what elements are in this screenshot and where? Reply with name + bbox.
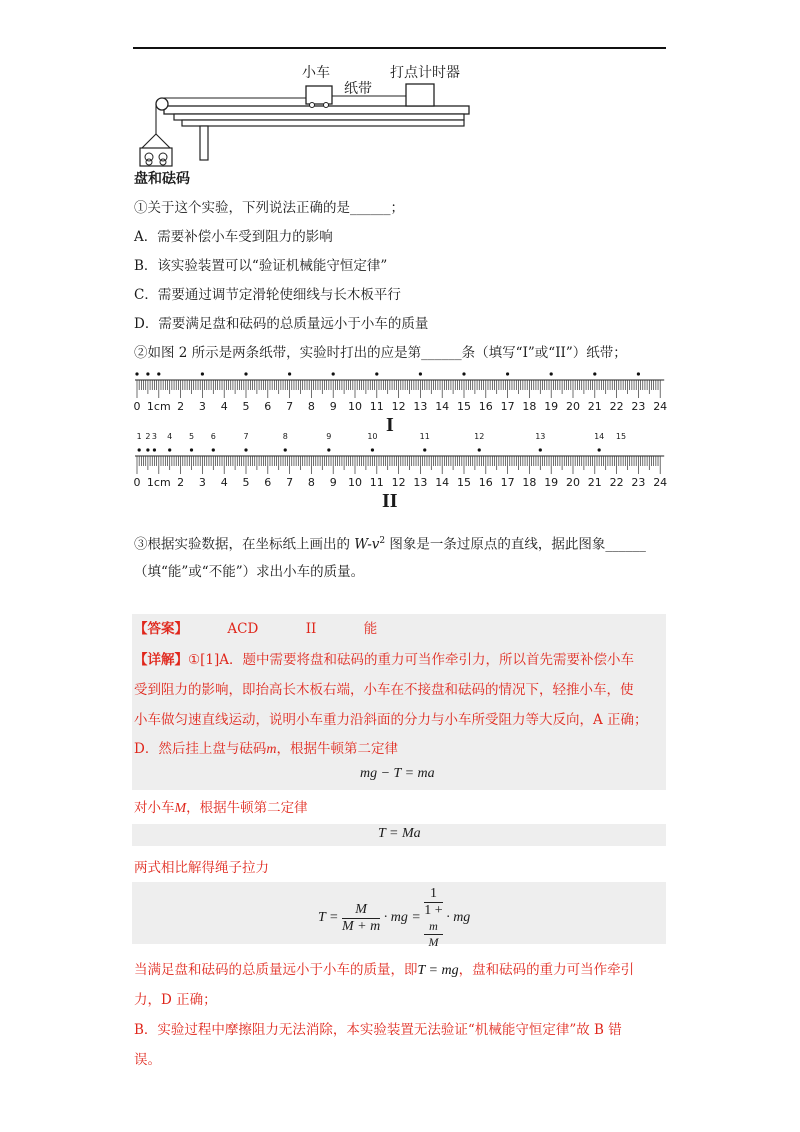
tape-dot-label: 8 [282, 432, 288, 441]
pulley-icon [156, 98, 168, 110]
ruler-label: 17 [500, 400, 515, 413]
ruler-label: 22 [609, 400, 624, 413]
detail-p2: 受到阻力的影响，即抬高长木板右端，小车在不接盘和砝码的情况下，轻推小车，使 [134, 682, 634, 698]
tape-1-name: I [386, 414, 394, 436]
ruler-label: 10 [348, 476, 362, 489]
question-1: ①关于这个实验，下列说法正确的是______； [134, 200, 404, 216]
tape-dot [153, 448, 156, 451]
table-leg [200, 126, 208, 160]
q3-post: 图象是一条过原点的直线，据此图象______ [385, 536, 646, 553]
tape-dot [637, 372, 640, 375]
long-board [164, 106, 469, 114]
ruler-label: 9 [329, 400, 337, 413]
ruler-label: 16 [478, 400, 493, 413]
equation-1: mg − T = ma [360, 766, 435, 781]
ruler-label: 19 [544, 476, 559, 489]
detail-p4-post: ，根据牛顿第二定律 [276, 741, 398, 757]
label-timer: 打点计时器 [390, 65, 460, 81]
ruler-label: 11 [369, 476, 384, 489]
frac-1-over-1plusmM: 1 1 + m M [424, 886, 443, 949]
tape-dot [146, 372, 149, 375]
ruler-label: 9 [329, 476, 337, 489]
tape-dot [327, 448, 330, 451]
tape-dot-label: 6 [210, 432, 216, 441]
tape-dot-label: 9 [326, 432, 332, 441]
ruler-label: 23 [631, 400, 646, 413]
detail-p5-text: 对小车 [134, 800, 175, 816]
ruler-label: 23 [631, 476, 646, 489]
tape-dot [371, 448, 374, 451]
detail-p8: 力，D 正确； [134, 992, 217, 1008]
answer-1: ACD [227, 621, 259, 637]
ruler-label: 17 [500, 476, 515, 489]
ruler-label: 22 [609, 476, 624, 489]
ruler-label: 3 [198, 400, 206, 413]
ruler-label: 7 [286, 476, 294, 489]
tape-dot-label: 2 [145, 432, 151, 441]
tape-dot-label: 1 [136, 432, 142, 441]
tape-dot [168, 448, 171, 451]
ruler-label: 2 [177, 476, 185, 489]
ruler-label: 4 [220, 476, 228, 489]
q3-pre: ③根据实验数据，在坐标纸上画出的 [134, 536, 355, 553]
answer-line [134, 619, 377, 639]
answer-3: 能 [363, 621, 378, 637]
tape-dot [423, 448, 426, 451]
detail-p5-post: ，根据牛顿第二定律 [186, 800, 308, 816]
ruler-label: 5 [242, 400, 250, 413]
frac-m-over-mplusm: $\frac{M}{M + m}$ [341, 901, 381, 934]
q3-sup: 2 [379, 536, 386, 546]
ruler-label: 11 [369, 400, 384, 413]
tape-dot-label: 3 [151, 432, 157, 441]
equation-3: T = $\frac{M}{M + m}$ · mg = 1 1 + m M · mg [318, 886, 471, 949]
tape-dot [146, 448, 149, 451]
ruler-label: 12 [391, 476, 406, 489]
tape-dot [462, 372, 465, 375]
detail-p5-M: M [174, 801, 187, 816]
tape-2 [134, 432, 694, 492]
tape-dot-label: 10 [367, 432, 378, 441]
ruler-label: 0 [133, 476, 141, 489]
tape-dot [157, 372, 160, 375]
tape-dot-label: 13 [535, 432, 546, 441]
tape-2-name: II [382, 490, 398, 512]
detail-p4-m: m [266, 742, 277, 757]
label-car: 小车 [302, 65, 330, 81]
ruler-label: 15 [457, 476, 471, 489]
ruler-label: 21 [587, 476, 602, 489]
ruler-label: 3 [198, 476, 206, 489]
tape-dot [506, 372, 509, 375]
detail-p3: 小车做匀速直线运动，说明小车重力沿斜面的分力与小车所受阻力等大反向，A 正确； [134, 712, 648, 728]
tape-dot-label: 12 [474, 432, 485, 441]
detail-p10: 误。 [134, 1052, 161, 1068]
tape-dot [375, 372, 378, 375]
tape-dot [332, 372, 335, 375]
detail-p9: B．实验过程中摩擦阻力无法消除，本实验装置无法验证“机械能守恒定律”故 B 错 [134, 1022, 622, 1038]
ruler-label: 19 [544, 400, 559, 413]
detail-p4-text: D．然后挂上盘与砝码 [134, 741, 267, 757]
ruler-label: 1cm [146, 400, 171, 413]
ruler-1-labels [134, 400, 694, 414]
top-rule [133, 47, 666, 49]
tape-dot [419, 372, 422, 375]
tape-dot [284, 448, 287, 451]
tape-dot [201, 372, 204, 375]
ruler-label: 4 [220, 400, 228, 413]
question-3-line-2: （填“能”或“不能”）求出小车的质量。 [134, 564, 365, 580]
question-3-line-1 [134, 531, 646, 555]
pan-hanger [142, 134, 170, 148]
tape-dot-label: 14 [594, 432, 605, 441]
ruler-label: 16 [478, 476, 493, 489]
ruler-label: 20 [566, 476, 580, 489]
ruler-label: 13 [413, 400, 428, 413]
question-2: ②如图 2 所示是两条纸带，实验时打出的应是第______条（填写“I”或“II”）纸带； [134, 345, 627, 361]
q3-var: W-v [354, 536, 380, 553]
ruler-label: 1cm [146, 476, 171, 489]
detail-p7-text: 当满足盘和砝码的总质量远小于小车的质量，即 [134, 962, 418, 978]
tape-dot-label: 4 [167, 432, 173, 441]
tape-dot-label: 15 [615, 432, 627, 441]
tape-dot [598, 448, 601, 451]
detail-p4 [134, 739, 398, 760]
tape-dot [135, 372, 138, 375]
detail-p5 [134, 798, 308, 819]
ruler-2-labels [134, 476, 694, 490]
tape-dot-label: 5 [188, 432, 195, 441]
ruler-label: 6 [264, 476, 272, 489]
equation-2: T = Ma [378, 826, 421, 841]
ruler-label: 14 [435, 400, 450, 413]
answer-tag: 【答案】 [134, 621, 188, 637]
detail-p6: 两式相比解得绳子拉力 [134, 860, 269, 876]
detail-tag: 【详解】 [134, 652, 188, 668]
ruler-2-ticks [134, 442, 694, 476]
tape-dot [244, 372, 247, 375]
tape-dot [212, 448, 215, 451]
ruler-label: 18 [522, 476, 537, 489]
ruler-label: 5 [242, 476, 250, 489]
option-d: D．需要满足盘和砝码的总质量远小于小车的质量 [134, 316, 429, 332]
ruler-label: 13 [413, 476, 428, 489]
option-b: B．该实验装置可以“验证机械能守恒定律” [134, 258, 388, 274]
ruler-label: 14 [435, 476, 450, 489]
ruler-label: 20 [566, 400, 580, 413]
ruler-label: 24 [653, 476, 668, 489]
ruler-label: 24 [653, 400, 668, 413]
board-bottom [182, 120, 464, 126]
detail-p7-eq: T = mg [417, 963, 459, 978]
ruler-label: 8 [307, 400, 315, 413]
ruler-label: 7 [286, 400, 294, 413]
ruler-label: 10 [348, 400, 362, 413]
ruler-label: 12 [391, 400, 406, 413]
tape-dot [593, 372, 596, 375]
answer-2: II [305, 621, 317, 637]
tape-dot [539, 448, 542, 451]
ruler-label: 2 [177, 400, 185, 413]
ruler-label: 0 [133, 400, 141, 413]
detail-p1-text: ①[1]A．题中需要将盘和砝码的重力可当作牵引力，所以首先需要补偿小车 [188, 652, 634, 668]
tape-dot [138, 448, 141, 451]
tape-dot [550, 372, 553, 375]
label-tape: 纸带 [344, 81, 372, 97]
timer-icon [406, 84, 434, 106]
ruler-label: 21 [587, 400, 602, 413]
tape-1 [134, 366, 694, 426]
tape-dot [190, 448, 193, 451]
ruler-label: 6 [264, 400, 272, 413]
cart-icon [306, 86, 332, 104]
option-a: A．需要补偿小车受到阻力的影响 [134, 229, 333, 245]
detail-p7-post: ，盘和砝码的重力可当作牵引 [458, 962, 635, 978]
ruler-label: 15 [457, 400, 471, 413]
detail-p1 [134, 650, 634, 670]
ruler-label: 18 [522, 400, 537, 413]
tape-dot [288, 372, 291, 375]
ruler-1-ticks [134, 366, 694, 400]
tape-dot [478, 448, 481, 451]
board-lower [174, 114, 464, 120]
tape-dot [244, 448, 247, 451]
tape-dot-label: 11 [419, 432, 430, 441]
answer-shade [132, 614, 666, 790]
detail-p7 [134, 960, 634, 981]
option-c: C．需要通过调节定滑轮使细线与长木板平行 [134, 287, 401, 303]
label-weights: 盘和砝码 [134, 171, 190, 187]
tape-dot-label: 7 [243, 432, 249, 441]
ruler-label: 8 [307, 476, 315, 489]
